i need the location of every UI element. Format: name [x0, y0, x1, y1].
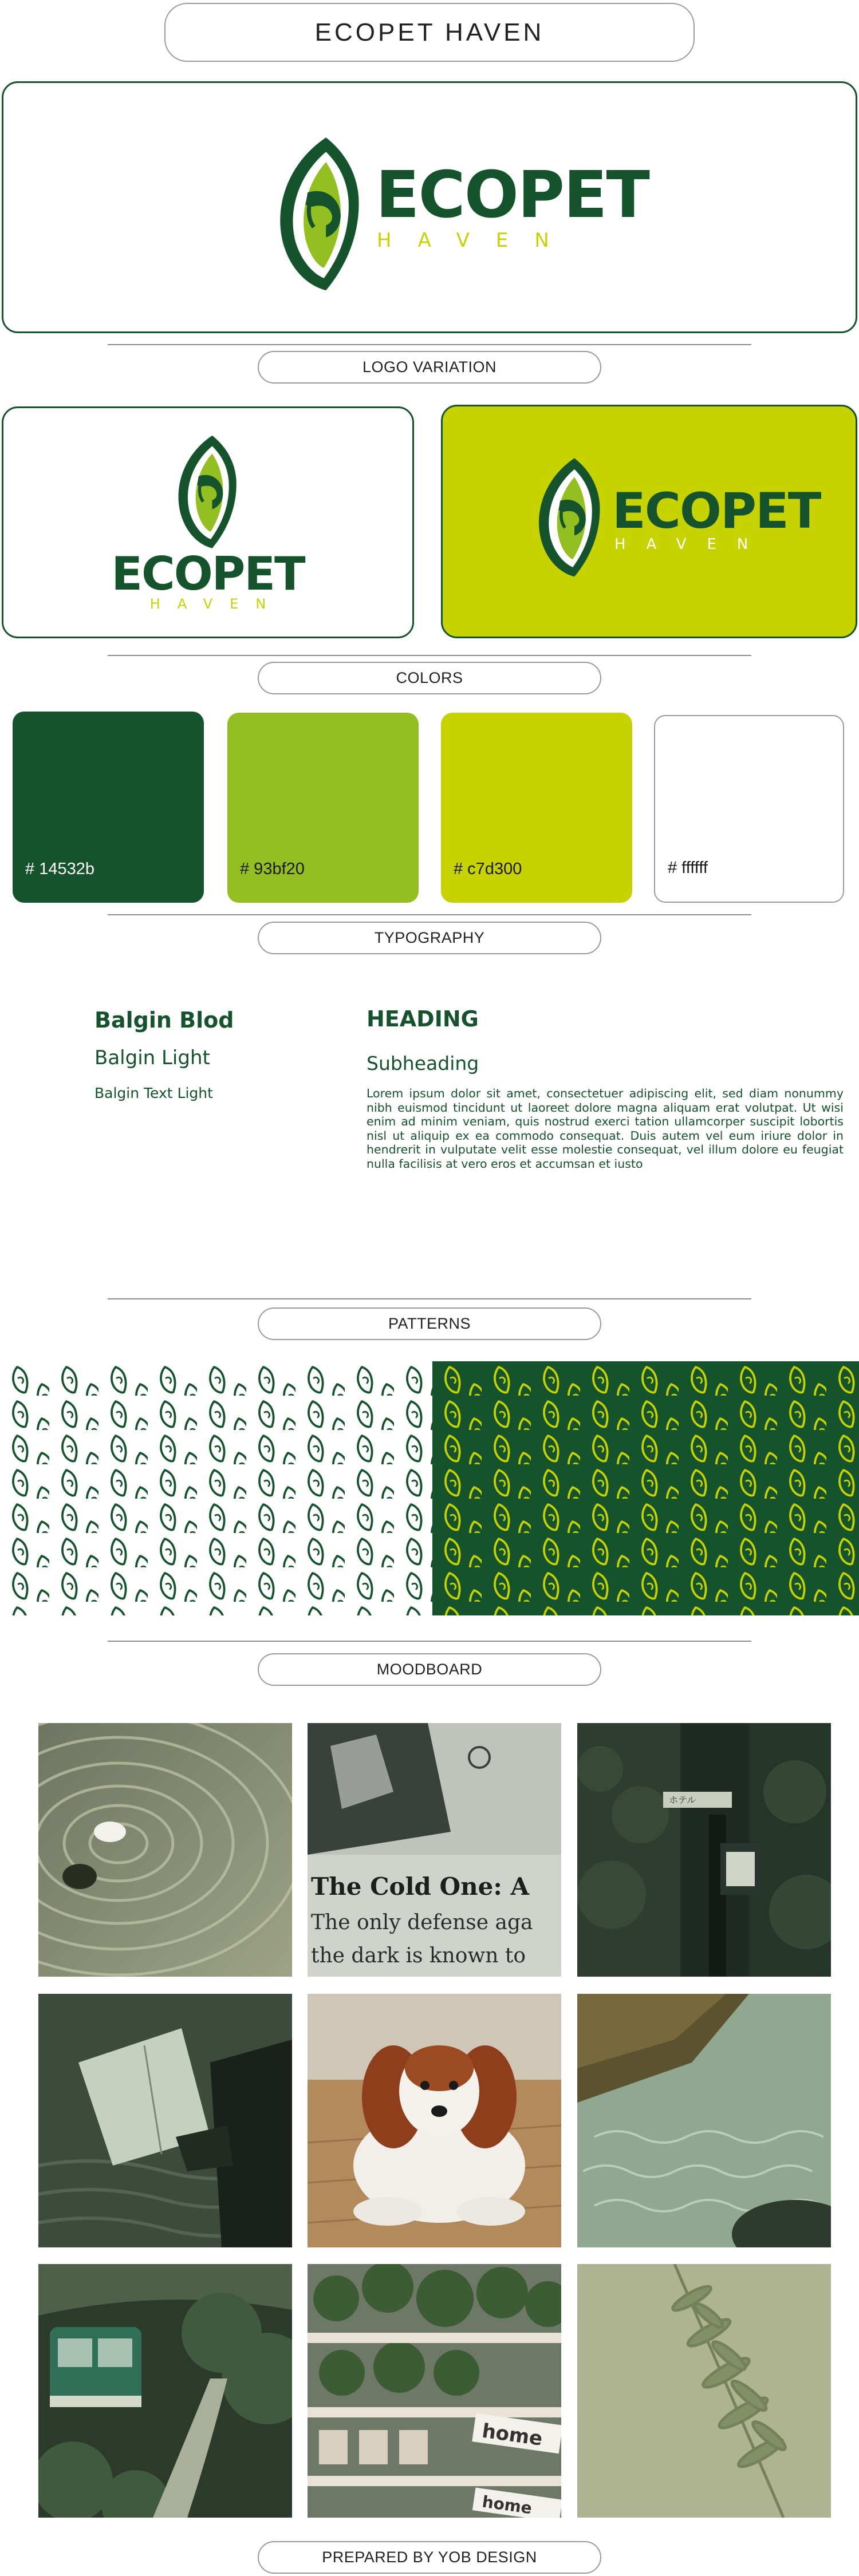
logo-wordmark: ECOPET — [612, 483, 821, 540]
section-pill-logo-variation — [258, 351, 601, 384]
swatch-mid-green — [227, 713, 419, 903]
mood-photo-spaniel-dog — [308, 1994, 561, 2247]
leaf-logo-icon — [168, 431, 244, 551]
swatch-label: # c7d300 — [454, 860, 522, 878]
swatch-lime — [441, 713, 632, 903]
street-sign: ホテル — [669, 1795, 696, 1805]
typo-heading: HEADING — [367, 1006, 479, 1032]
section-pill-patterns — [258, 1307, 601, 1340]
logo-variation-lime-card — [441, 405, 857, 638]
leaf-logo-icon — [529, 452, 608, 581]
swatch-dark-green — [13, 712, 204, 903]
logo-variation-white-card — [2, 406, 414, 638]
typo-body: Lorem ipsum dolor sit amet, consectetuer adipiscing elit, sed diam nonummy nibh euismod tincidunt ut laoreet dolore magna aliquam erat volutpat. Ut wisi enim ad minim veniam, quis nostrud exerci tation ullamcorper suscipit lobortis nisl ut aliquip ex ea commodo consequat. Duis autem vel eum iriure dolor in hendrerit in vulputate velit esse molestie consequat, vel illum dolore eu feugiat nulla facilisis at vero eros et accumsan et iusto — [367, 1086, 844, 1171]
pattern-dark — [432, 1361, 859, 1615]
store-sign: home — [480, 2419, 544, 2451]
section-title: TYPOGRAPHY — [374, 929, 485, 946]
pattern-light — [0, 1361, 432, 1615]
mood-photo-book-page — [308, 1723, 561, 1977]
section-title: COLORS — [396, 669, 463, 686]
footer-credit-pill — [258, 2541, 601, 2574]
typo-subheading: Subheading — [367, 1052, 479, 1074]
section-pill-colors — [258, 662, 601, 694]
mood-photo-clear-water — [577, 1994, 831, 2247]
mood-photo-green-tram — [38, 2264, 292, 2518]
section-pill-typography — [258, 922, 601, 954]
font-sample-bold: Balgin Blod — [94, 1008, 234, 1033]
section-pill-moodboard — [258, 1653, 601, 1686]
font-sample-light: Balgin Light — [94, 1046, 210, 1069]
footer-credit: PREPARED BY YOB DESIGN — [322, 2549, 537, 2566]
mood-photo-reading-book — [38, 1994, 292, 2247]
divider — [108, 655, 751, 656]
leaf-pattern-dark — [432, 1361, 859, 1615]
page-title: ECOPET HAVEN — [314, 18, 545, 46]
book-line: The only defense aga — [311, 1911, 533, 1934]
mood-photo-plant-shelves — [308, 2264, 561, 2518]
divider — [108, 1298, 751, 1299]
book-line: the dark is known to — [311, 1944, 526, 1967]
logo-wordmark: ECOPET — [111, 547, 305, 600]
store-sign: home — [480, 2492, 533, 2518]
mood-photo-ivy-building — [577, 1723, 831, 1977]
divider — [108, 344, 751, 345]
section-title: PATTERNS — [388, 1315, 471, 1332]
logo-subword: HAVEN — [149, 596, 283, 612]
section-title: LOGO VARIATION — [362, 358, 497, 376]
swatch-label: # ffffff — [668, 859, 708, 877]
logo-subword: HAVEN — [377, 229, 576, 252]
book-title: The Cold One: A — [311, 1872, 530, 1901]
divider — [108, 1641, 751, 1642]
section-title: MOODBOARD — [376, 1661, 483, 1678]
logo-wordmark: ECOPET — [376, 158, 649, 232]
leaf-pattern-light — [0, 1361, 432, 1615]
mood-photo-water-ripples — [38, 1723, 292, 1977]
main-logo-card — [2, 81, 857, 333]
logo-subword: HAVEN — [614, 536, 769, 553]
swatch-label: # 14532b — [25, 860, 94, 878]
swatch-label: # 93bf20 — [240, 860, 305, 878]
title-pill — [164, 3, 695, 62]
leaf-logo-icon — [267, 130, 369, 296]
mood-photo-fern-shadow — [577, 2264, 831, 2518]
divider — [108, 914, 751, 915]
swatch-white — [654, 715, 844, 903]
font-sample-text: Balgin Text Light — [94, 1085, 213, 1101]
